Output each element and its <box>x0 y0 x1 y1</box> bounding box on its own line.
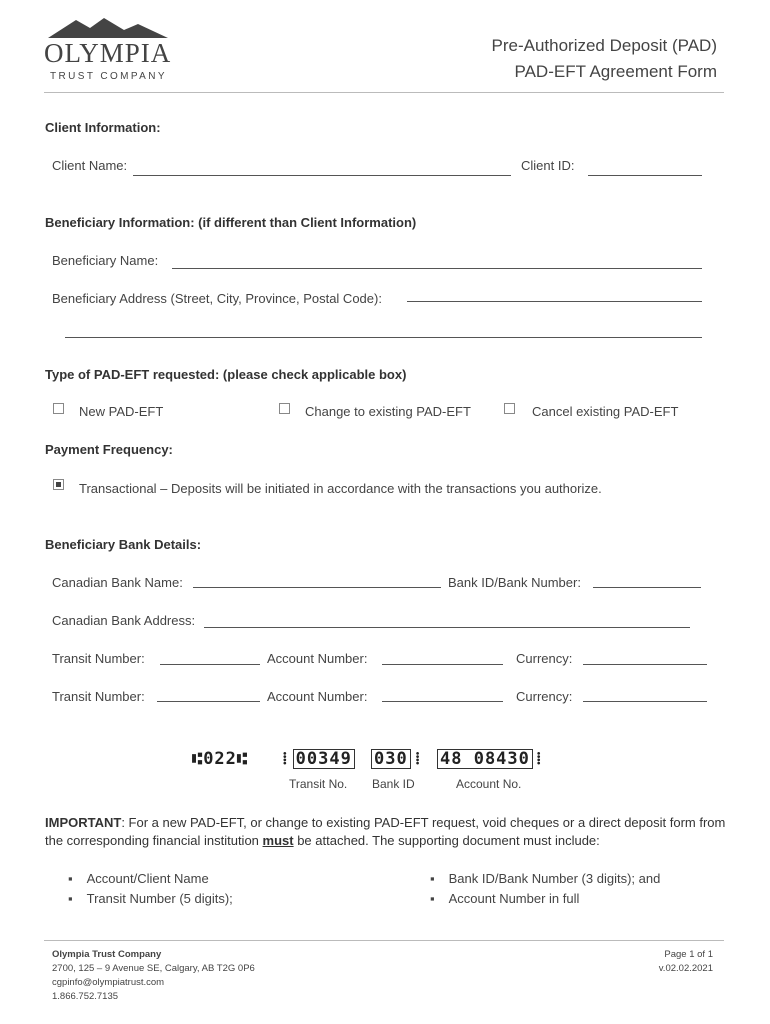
account-number-label-2: Account Number: <box>267 689 368 704</box>
cancel-pad-checkbox[interactable] <box>504 403 515 414</box>
bank-address-label: Canadian Bank Address: <box>52 613 196 628</box>
cancel-pad-label: Cancel existing PAD-EFT <box>532 404 679 419</box>
header-divider <box>44 92 724 93</box>
change-pad-label: Change to existing PAD-EFT <box>305 404 471 419</box>
bank-id-field[interactable] <box>593 587 701 588</box>
bank-section-heading: Beneficiary Bank Details: <box>45 537 202 552</box>
bank-name-field[interactable] <box>193 587 441 588</box>
footer-phone: 1.866.752.7135 <box>52 991 119 1002</box>
transit-number-label: Transit Number: <box>52 651 145 666</box>
important-text-2: be attached. The supporting document must include: <box>293 833 600 848</box>
logo-subtitle: TRUST COMPANY <box>50 71 167 82</box>
transactional-checkbox[interactable] <box>53 479 64 490</box>
currency-field-1[interactable] <box>583 664 707 665</box>
footer-company: Olympia Trust Company <box>52 949 162 960</box>
account-number-label: Account Number: <box>267 651 368 666</box>
micr-account: 48 08430 ⁞ <box>437 749 543 769</box>
account-number-field-2[interactable] <box>382 701 503 702</box>
bullet-left-2: ▪ Transit Number (5 digits); <box>68 891 233 906</box>
transit-caption: Transit No. <box>289 777 348 791</box>
client-id-label: Client ID: <box>521 158 575 173</box>
footer-page: Page 1 of 1 <box>664 949 713 960</box>
client-name-field[interactable] <box>133 175 511 176</box>
logo-name: OLYMPIA <box>44 38 172 68</box>
currency-label: Currency: <box>516 651 573 666</box>
new-pad-checkbox[interactable] <box>53 403 64 414</box>
currency-field-2[interactable] <box>583 701 707 702</box>
micr-prefix: ⑆022⑆ <box>192 749 249 769</box>
bank-caption: Bank ID <box>372 777 415 791</box>
form-title-line1: Pre-Authorized Deposit (PAD) <box>491 36 717 55</box>
transit-number-field-2[interactable] <box>157 701 260 702</box>
transit-number-field-1[interactable] <box>160 664 260 665</box>
client-section-heading: Client Information: <box>45 120 161 135</box>
important-label: IMPORTANT <box>45 815 122 830</box>
account-number-field-1[interactable] <box>382 664 503 665</box>
footer-address: 2700, 125 – 9 Avenue SE, Calgary, AB T2G 0P6 <box>52 963 255 974</box>
beneficiary-address-field[interactable] <box>407 301 702 302</box>
important-must: must <box>262 833 294 848</box>
beneficiary-address-field-2[interactable] <box>65 337 702 338</box>
bank-name-label: Canadian Bank Name: <box>52 575 183 590</box>
beneficiary-address-label: Beneficiary Address (Street, City, Province, Postal Code): <box>52 291 382 306</box>
logo-mountains <box>48 16 168 38</box>
micr-bank-box: 030 <box>371 749 411 769</box>
new-pad-label: New PAD-EFT <box>79 404 164 419</box>
micr-bank: 030 ⁞ <box>371 749 421 769</box>
client-name-label: Client Name: <box>52 158 128 173</box>
footer-divider <box>44 940 724 941</box>
currency-label-2: Currency: <box>516 689 573 704</box>
type-section-heading: Type of PAD-EFT requested: (please check applicable box) <box>45 367 407 382</box>
client-id-field[interactable] <box>588 175 702 176</box>
important-text-1: : For a new PAD-EFT, or change to existing PAD-EFT request, void cheques or a direct deposit form from the corresponding financial institution <box>45 815 726 848</box>
micr-account-box: 48 08430 <box>437 749 533 769</box>
transactional-label: Transactional – Deposits will be initiated in accordance with the transactions you authorize. <box>79 481 602 496</box>
bank-address-field[interactable] <box>204 627 690 628</box>
beneficiary-section-heading: Beneficiary Information: (if different than Client Information) <box>45 215 417 230</box>
beneficiary-name-field[interactable] <box>172 268 702 269</box>
footer-email[interactable]: cgpinfo@olympiatrust.com <box>52 977 165 988</box>
change-pad-checkbox[interactable] <box>279 403 290 414</box>
transit-number-label-2: Transit Number: <box>52 689 145 704</box>
micr-transit: ⁞ 00349 <box>282 749 355 769</box>
form-title-line2: PAD-EFT Agreement Form <box>514 62 717 81</box>
frequency-section-heading: Payment Frequency: <box>45 442 173 457</box>
footer-version: v.02.02.2021 <box>658 963 713 974</box>
account-caption: Account No. <box>456 777 522 791</box>
micr-transit-box: 00349 <box>293 749 355 769</box>
important-paragraph <box>45 814 730 850</box>
bullet-right-1: ▪ Bank ID/Bank Number (3 digits); and <box>430 871 661 886</box>
beneficiary-name-label: Beneficiary Name: <box>52 253 159 268</box>
bullet-right-2: ▪ Account Number in full <box>430 891 580 906</box>
bullet-left-1: ▪ Account/Client Name <box>68 871 209 886</box>
bank-id-label: Bank ID/Bank Number: <box>448 575 581 590</box>
